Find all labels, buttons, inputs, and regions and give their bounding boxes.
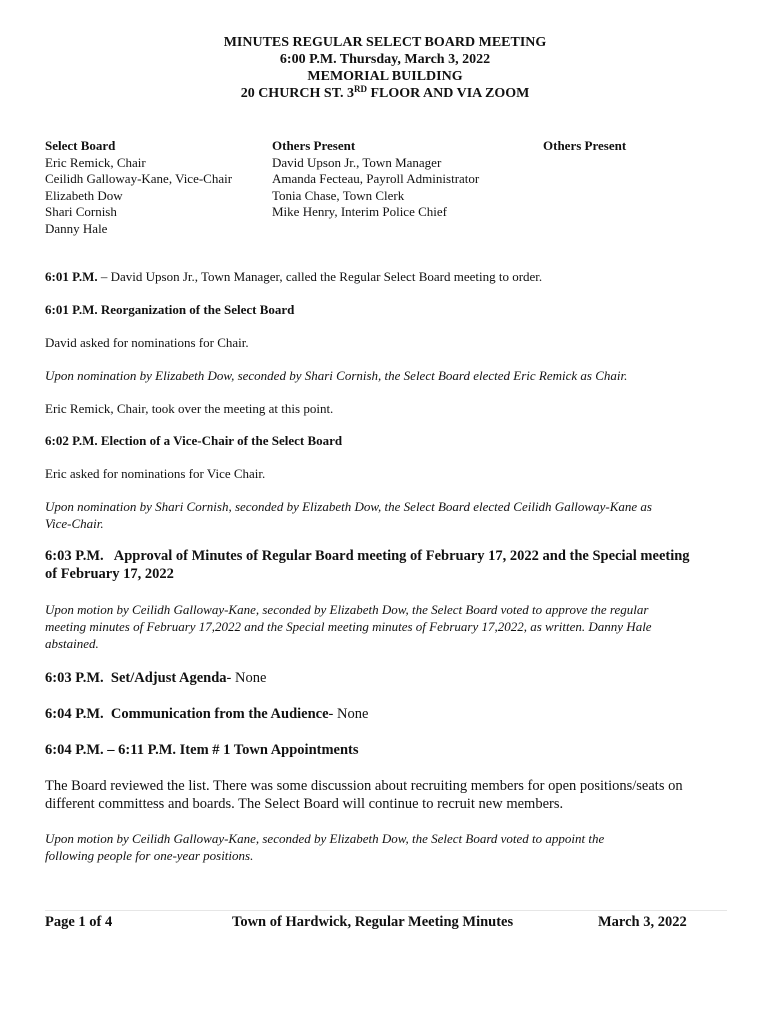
vice-chair-motion-line: Vice-Chair.: [45, 516, 104, 531]
others-present-list-2: [543, 138, 626, 155]
set-agenda-value: - None: [226, 670, 267, 686]
select-board-list: [45, 138, 232, 237]
others-present-member: Amanda Fecteau, Payroll Administrator: [272, 171, 480, 186]
minutes-approval-heading-line: 6:03 P.M. Approval of Minutes of Regular Board meeting of February 17, 2022 and the Special meeting: [45, 548, 690, 564]
appointments-paragraph: [45, 777, 735, 813]
header-address-post: FLOOR AND VIA ZOOM: [367, 86, 530, 101]
appointments-paragraph-line: The Board reviewed the list. There was some discussion about recruiting members for open positions/seats on: [45, 778, 683, 794]
appointments-motion-line: Upon motion by Ceilidh Galloway-Kane, seconded by Elizabeth Dow, the Select Board voted to appoint the: [45, 831, 605, 846]
others-present-heading: Others Present: [272, 138, 356, 153]
call-to-order-time: 6:01 P.M.: [45, 269, 98, 284]
footer-page-number: Page 1 of 4: [45, 914, 113, 930]
footer-date: March 3, 2022: [598, 914, 687, 930]
reorganization-paragraph: David asked for nominations for Chair.: [45, 335, 249, 350]
minutes-approval-motion-line: abstained.: [45, 636, 99, 651]
appointments-paragraph-line: different committess and boards. The Select Board will continue to recruit new members.: [45, 796, 564, 812]
document-header: [0, 34, 770, 102]
audience-item: [45, 705, 735, 723]
minutes-approval-heading: [45, 547, 735, 583]
appointments-heading: 6:04 P.M. – 6:11 P.M. Item # 1 Town Appointments: [45, 742, 359, 758]
vice-chair-heading: 6:02 P.M. Election of a Vice-Chair of the Select Board: [45, 433, 343, 448]
vice-chair-motion-line: Upon nomination by Shari Cornish, seconded by Elizabeth Dow, the Select Board elected Ceilidh Galloway-Kane as: [45, 499, 652, 514]
call-to-order: [45, 268, 730, 285]
others-present-list: [272, 138, 479, 221]
header-title: MINUTES REGULAR SELECT BOARD MEETING: [223, 35, 547, 50]
others-present-member: Tonia Chase, Town Clerk: [272, 187, 405, 203]
header-datetime: 6:00 P.M. Thursday, March 3, 2022: [279, 52, 491, 67]
set-agenda-item: [45, 669, 735, 687]
select-board-member: Elizabeth Dow: [45, 187, 123, 203]
minutes-approval-motion-line: meeting minutes of February 17,2022 and the Special meeting minutes of February 17,2022, as written. Danny Hale: [45, 619, 652, 634]
select-board-member: Danny Hale: [45, 220, 108, 236]
select-board-member: Ceilidh Galloway-Kane, Vice-Chair: [45, 171, 233, 186]
select-board-member: Eric Remick, Chair: [45, 154, 146, 170]
audience-heading: 6:04 P.M. Communication from the Audience: [45, 706, 329, 722]
appointments-motion: [45, 830, 730, 864]
minutes-approval-motion: [45, 601, 730, 652]
header-address-pre: 20 CHURCH ST. 3: [240, 86, 354, 101]
header-address: [0, 85, 770, 102]
appointments-motion-line: following people for one-year positions.: [45, 848, 254, 863]
others-present-member: David Upson Jr., Town Manager: [272, 154, 442, 170]
minutes-approval-heading-line: of February 17, 2022: [45, 566, 174, 582]
footer-divider: [45, 910, 727, 911]
minutes-approval-motion-line: Upon motion by Ceilidh Galloway-Kane, seconded by Elizabeth Dow, the Select Board voted to approve the regular: [45, 602, 649, 617]
reorganization-motion: Upon nomination by Elizabeth Dow, seconded by Shari Cornish, the Select Board elected Eric Remick as Chair.: [45, 368, 628, 383]
others-present-heading-2: Others Present: [543, 138, 627, 153]
header-address-sup: RD: [354, 84, 367, 94]
call-to-order-text: – David Upson Jr., Town Manager, called the Regular Select Board meeting to order.: [97, 269, 543, 284]
reorganization-heading: 6:01 P.M. Reorganization of the Select Board: [45, 302, 295, 317]
footer-title: Town of Hardwick, Regular Meeting Minutes: [232, 914, 514, 930]
others-present-member: Mike Henry, Interim Police Chief: [272, 204, 447, 219]
vice-chair-motion: [45, 498, 730, 532]
header-location: MEMORIAL BUILDING: [307, 69, 463, 84]
vice-chair-paragraph: Eric asked for nominations for Vice Chair.: [45, 466, 266, 481]
select-board-member: Shari Cornish: [45, 204, 117, 219]
reorganization-paragraph-2: Eric Remick, Chair, took over the meeting at this point.: [45, 401, 334, 416]
audience-value: - None: [328, 706, 369, 722]
set-agenda-heading: 6:03 P.M. Set/Adjust Agenda: [45, 670, 227, 686]
select-board-heading: Select Board: [45, 138, 116, 153]
